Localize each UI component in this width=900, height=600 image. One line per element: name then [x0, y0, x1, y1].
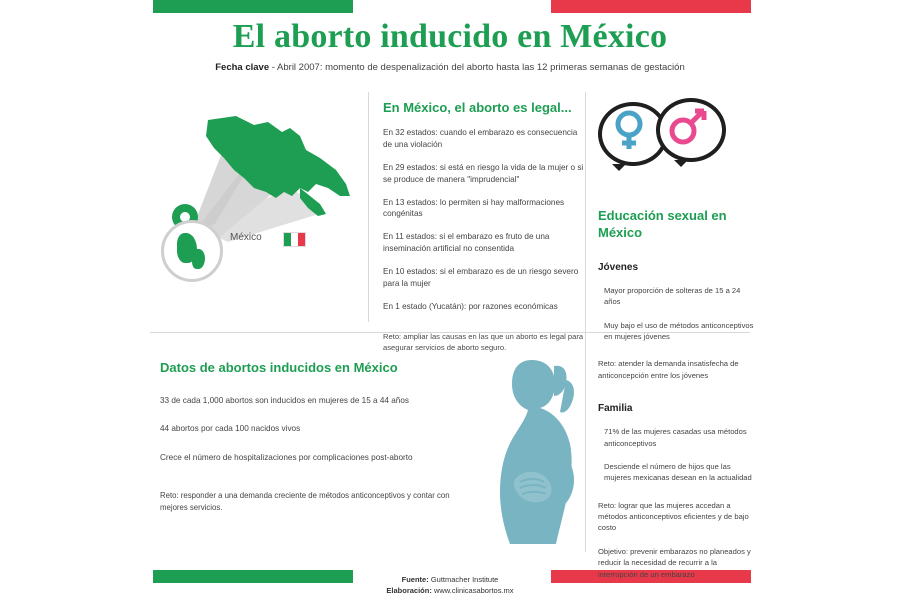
- legal-item: En 13 estados: lo permiten si hay malformaciones congénitas: [383, 197, 565, 219]
- legal-heading: En México, el aborto es legal...: [383, 100, 572, 115]
- legal-item: En 11 estados: si el embarazo es fruto de una inseminación artificial no consentida: [383, 232, 550, 254]
- education-paragraph: Desciende el número de hijos que las mujeres mexicanas desean en la actualidad: [604, 461, 752, 483]
- legal-section: [383, 100, 588, 364]
- data-reto-text: Reto: responder a una demanda creciente de métodos anticonceptivos y contar con mejores servicios.: [160, 490, 450, 512]
- flag-stripe-white: [291, 233, 298, 246]
- education-paragraph: 71% de las mujeres casadas usa métodos anticonceptivos: [604, 427, 747, 448]
- gender-symbols-illustration: [598, 98, 748, 183]
- flag-bar-top-left: [153, 0, 353, 13]
- education-objetivo: Objetivo: prevenir embarazos no planeados y reducir la necesidad de recurrir a la interrupción de un embarazo: [598, 546, 751, 579]
- mexico-map-illustration: [150, 92, 355, 292]
- footer-author-label: Elaboración:: [386, 586, 432, 596]
- education-paragraph: Muy bajo el uso de métodos anticonceptivos en mujeres jóvenes: [604, 320, 754, 341]
- globe-icon: [161, 220, 223, 282]
- data-item: Crece el número de hospitalizaciones por complicaciones post-aborto: [160, 452, 413, 462]
- footer-source-line: [0, 574, 900, 585]
- footer-author-line: [0, 585, 900, 596]
- male-gender-symbol: [672, 111, 704, 142]
- legal-item: En 32 estados: cuando el embarazo es consecuencia de una violación: [383, 128, 578, 149]
- female-gender-symbol: [618, 113, 640, 149]
- flag-stripe-green: [284, 233, 291, 246]
- gender-symbols-svg: [598, 98, 748, 183]
- footer-source-value: Guttmacher Institute: [428, 575, 499, 584]
- education-paragraph: Mayor proporción de solteras de 15 a 24 años: [604, 285, 741, 307]
- legal-reto-text: Reto: ampliar las causas en las que un aborto es legal para asegurar servicios de aborto seguro.: [383, 331, 584, 352]
- flag-stripe-red: [298, 233, 305, 246]
- education-reto-jovenes: Reto: atender la demanda insatisfecha de anticoncepción entre los jóvenes: [598, 359, 739, 380]
- pregnant-woman-illustration: [470, 352, 590, 557]
- education-reto-familia: Reto: lograr que las mujeres accedan a métodos anticonceptivos eficientes y de bajo costo: [598, 500, 749, 533]
- footer-author-value[interactable]: www.clinicasabortos.mx: [431, 586, 514, 596]
- footer-source-label: Fuente:: [401, 575, 429, 584]
- data-item: 44 abortos por cada 100 nacidos vivos: [160, 424, 301, 434]
- data-heading: Datos de abortos inducidos en México: [160, 360, 398, 375]
- page-title: El aborto inducido en México: [232, 18, 668, 55]
- data-item: 33 de cada 1,000 abortos son inducidos en mujeres de 15 a 44 años: [160, 396, 409, 405]
- subtitle-key-label: Fecha clave: [215, 62, 270, 73]
- footer: [0, 574, 900, 597]
- map-country-label: México: [230, 232, 262, 243]
- divider-vertical-map-legal: [368, 92, 369, 322]
- education-section: [598, 208, 758, 592]
- mexico-flag-icon: [283, 232, 306, 247]
- legal-item: En 10 estados: si el embarazo es de un riesgo severo para la mujer: [383, 267, 579, 289]
- education-heading: Educación sexual en México: [598, 208, 727, 240]
- legal-item: En 1 estado (Yucatán): por razones económicas: [383, 301, 558, 311]
- legal-item: En 29 estados: si está en riesgo la vida de la mujer o si se produce de manera "imprudencial": [383, 162, 584, 184]
- globe-land-shape-2: [192, 249, 205, 269]
- flag-bar-top-right: [551, 0, 751, 13]
- education-subheading-familia: Familia: [598, 403, 633, 415]
- page-subtitle: [0, 62, 900, 73]
- education-subheading-jovenes: Jóvenes: [598, 261, 639, 273]
- pregnant-woman-svg: [470, 352, 590, 552]
- subtitle-text: - Abril 2007: momento de despenalización del aborto hasta las 12 primeras semanas de gestación: [269, 62, 685, 73]
- data-section: [160, 360, 460, 529]
